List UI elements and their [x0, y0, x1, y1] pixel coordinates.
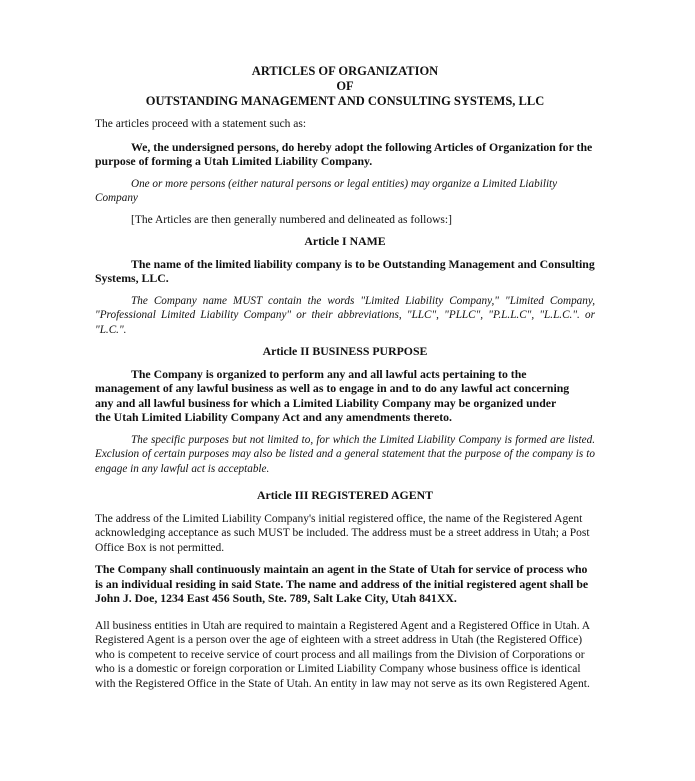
- article-1-note: The Company name MUST contain the words "Limited Liability Company," "Limited Company, "Professional Limited Liability Company" or their abbreviations, "LLC", "PLLC", "P.L.L.C", "L.L.C.". or "L.C.".: [95, 294, 595, 336]
- article-3-paragraph-2: The Company shall continuously maintain an agent in the State of Utah for service of process who is an individual residing in said State. The name and address of the initial registered agent shall be John J. Doe, 1234 East 456 South, Ste. 789, Salt Lake City, Utah 841XX.: [95, 562, 589, 605]
- article-3-paragraph-1: The address of the Limited Liability Company's initial registered office, the name of the Registered Agent acknowledging acceptance as such MUST be included. The address must be a street address in Utah; a Post Office Box is not permitted.: [95, 512, 590, 554]
- article-2-body-line: any and all lawful business for which a Limited Liability Company may be organized under: [95, 395, 557, 410]
- article-3-paragraph-3: All business entities in Utah are required to maintain a Registered Agent and a Registered Office in Utah. A Registered Agent is a person over the age of eighteen with a street address in Utah (the Registered Office) who is competent to receive service of court process and all mailings from the Division of Corporations or who is a domestic or foreign corporation or Limited Liability Company whose business office is identical with the Registered Office in the State of Utah. An entity in law may not serve as its own Registered Agent.: [95, 619, 590, 690]
- article-2-note: The specific purposes but not limited to, for which the Limited Liability Company is formed are listed. Exclusion of certain purposes may also be listed and a general statement that the purpose of the company is to engage in any lawful act is acceptable.: [95, 433, 595, 475]
- numbering-note: [The Articles are then generally numbered and delineated as follows:]: [131, 213, 452, 226]
- organizers-note: One or more persons (either natural persons or legal entities) may organize a Limited Liability Company: [95, 177, 558, 204]
- article-3-heading: Article III REGISTERED AGENT: [257, 488, 433, 502]
- article-2-body-line: The Company is organized to perform any and all lawful acts pertaining to the: [131, 366, 527, 381]
- title-line-1: ARTICLES OF ORGANIZATION: [251, 64, 439, 78]
- document-title: [95, 64, 595, 109]
- title-line-2: OF: [336, 79, 354, 93]
- article-1-body: The name of the limited liability company is to be Outstanding Management and Consulting Systems, LLC.: [95, 256, 595, 285]
- article-2-heading: Article II BUSINESS PURPOSE: [262, 344, 428, 358]
- article-2-body: [95, 367, 595, 425]
- adopt-statement: We, the undersigned persons, do hereby adopt the following Articles of Organization for the purpose of forming a Utah Limited Liability Company.: [95, 139, 593, 168]
- title-line-3: OUTSTANDING MANAGEMENT AND CONSULTING SYSTEMS, LLC: [145, 94, 545, 108]
- article-2-body-line: management of any lawful business as well as to engage in and to do any lawful act concerning: [95, 381, 570, 395]
- intro-text: The articles proceed with a statement such as:: [95, 118, 307, 130]
- article-2-body-line: the Utah Limited Liability Company Act and any amendments thereto.: [95, 410, 452, 424]
- article-1-heading: Article I NAME: [304, 234, 386, 248]
